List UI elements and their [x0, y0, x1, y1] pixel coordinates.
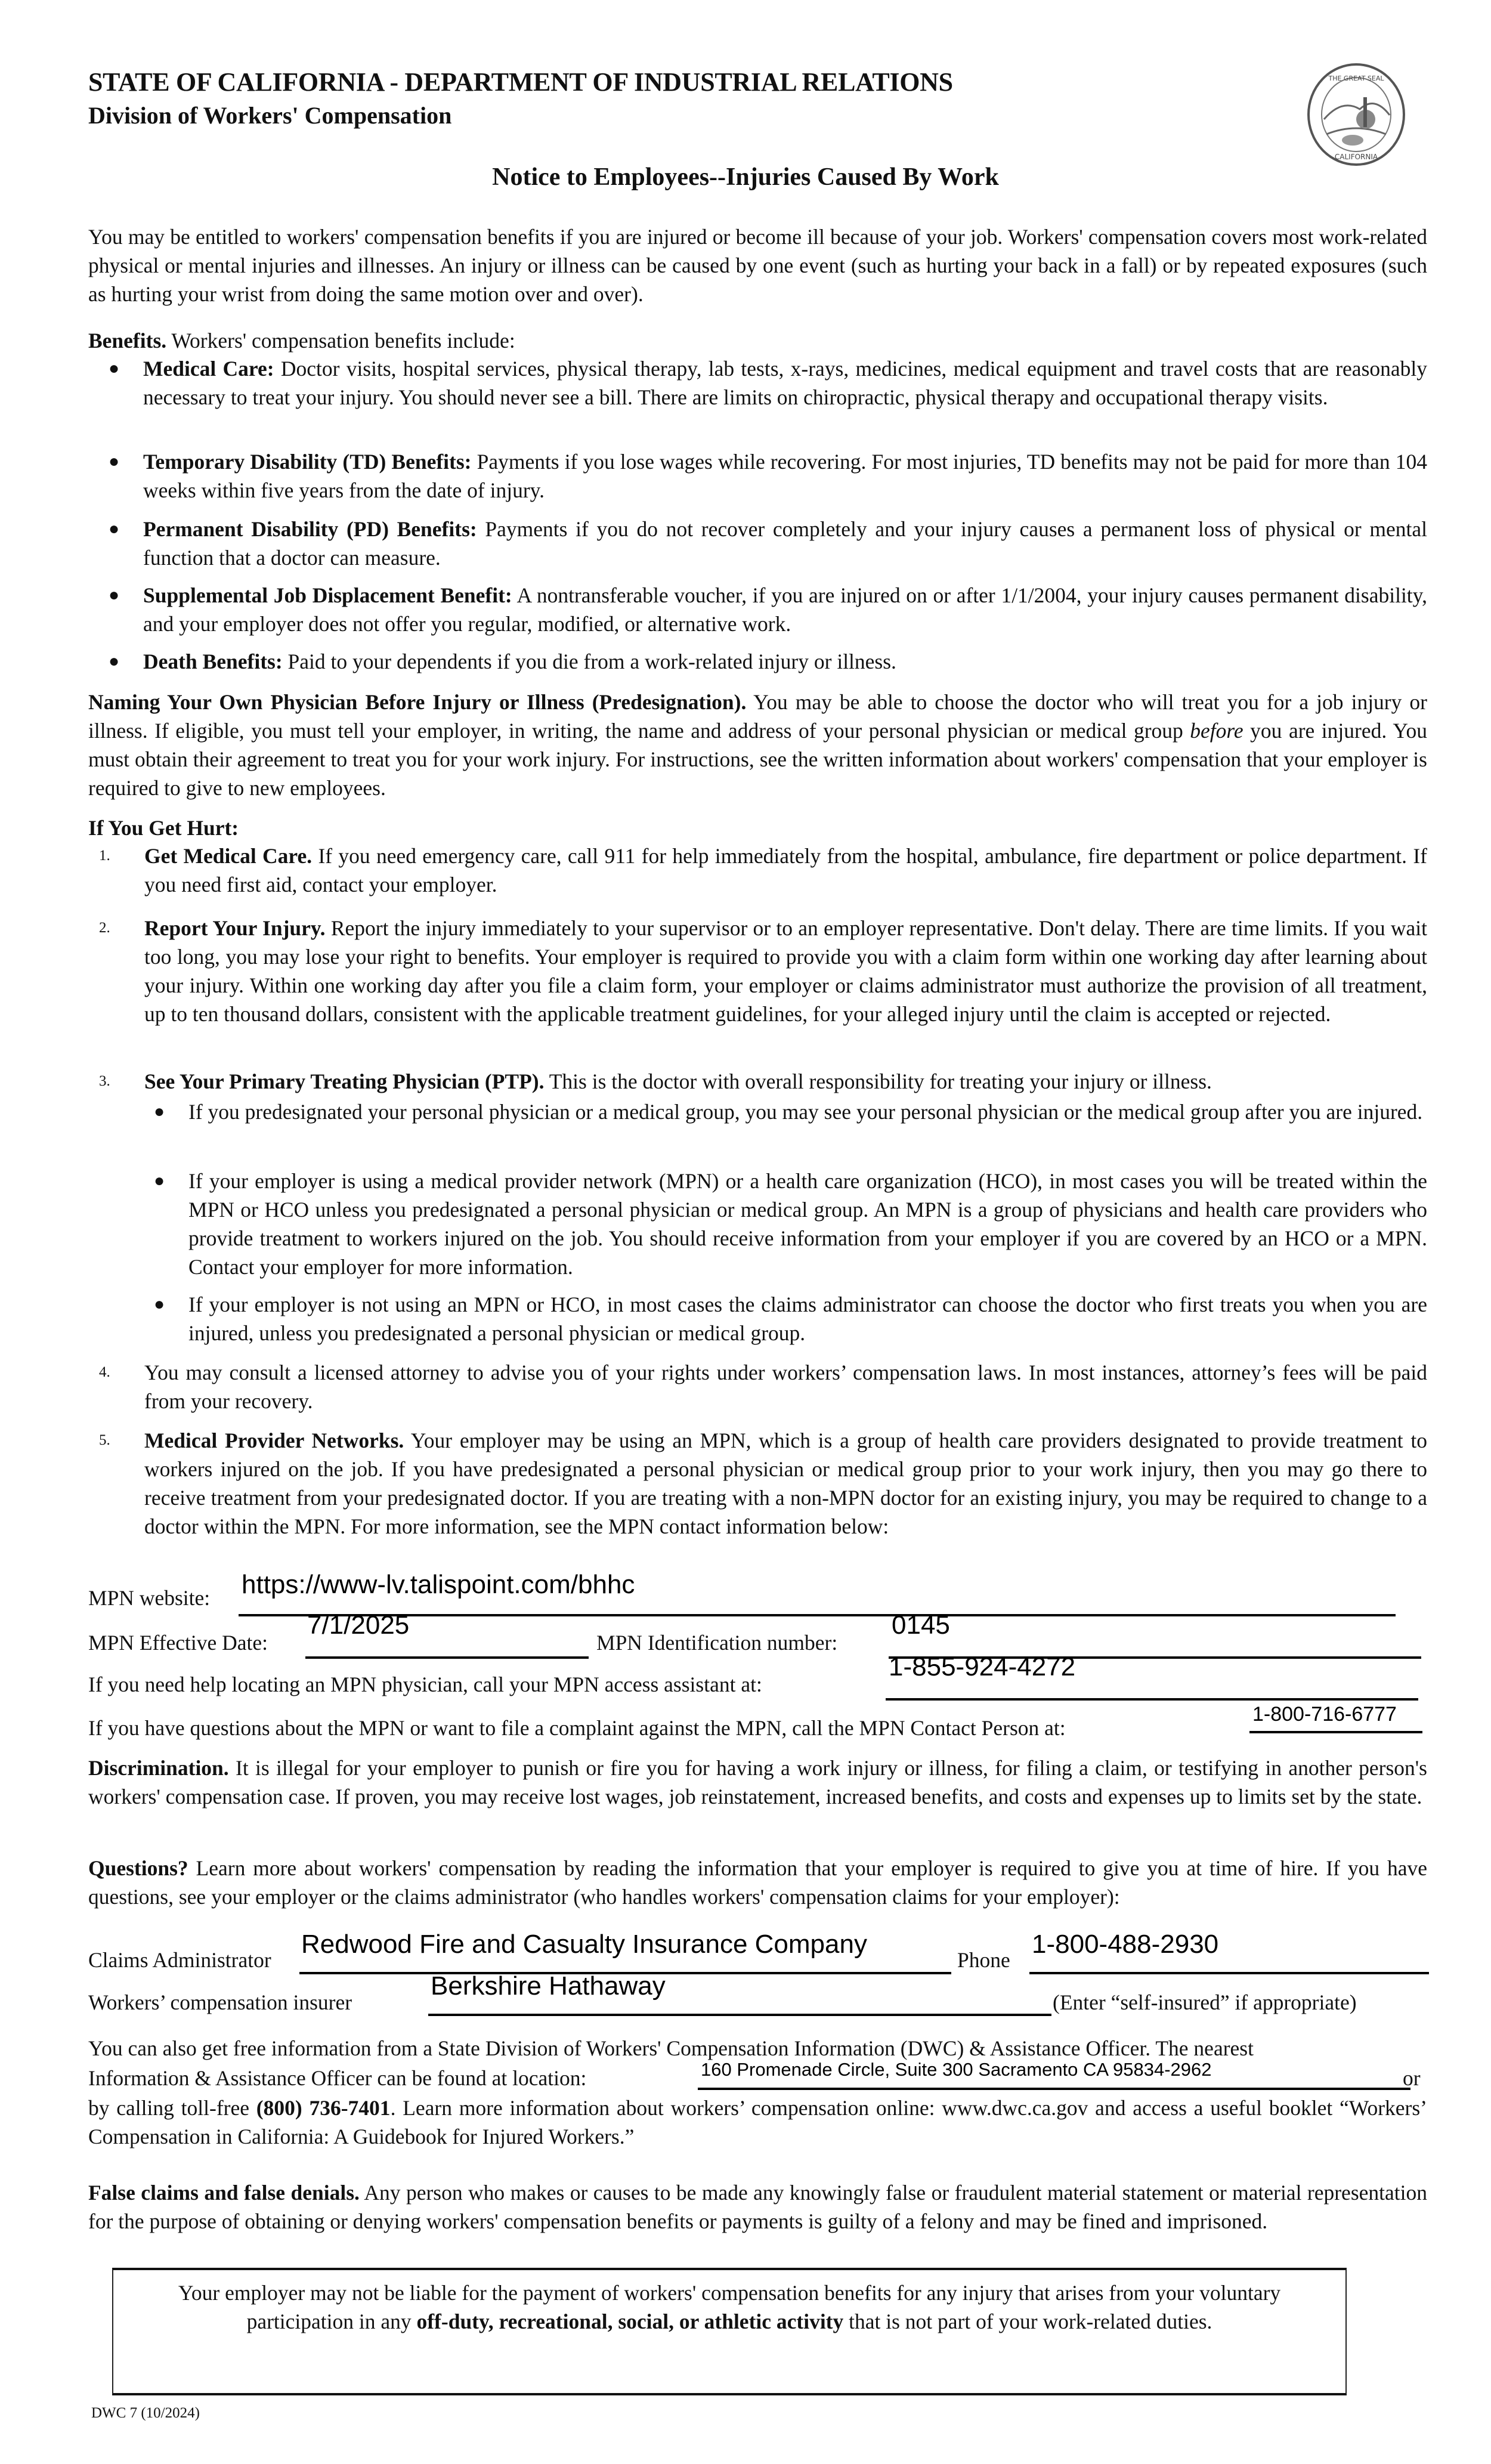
benefit-text: Doctor visits, hospital services, physical therapy, lab tests, x-rays, medicines, medical equipment and travel costs that are reasonably necessary to treat your injury. You should never see a bill. There are limits on chiropractic, physical therapy and occupational therapy visits. [143, 357, 1428, 409]
bullet-icon: ● [154, 1294, 165, 1314]
step-term: Medical Provider Networks. [144, 1429, 404, 1452]
notice-box-text [113, 2270, 1345, 2336]
california-state-seal-icon [1306, 63, 1406, 167]
mpn-access-assistant-label: If you need help locating an MPN physician, call your MPN access assistant at: [88, 1672, 762, 1696]
mpn-effective-date-field[interactable]: 7/1/2025 [307, 1610, 410, 1640]
benefit-item-supplemental-job-displacement [88, 581, 1427, 638]
mpn-website-underline [239, 1614, 1396, 1616]
intro-paragraph: You may be entitled to workers' compensation benefits if you are injured or become ill because of your job. Workers' compensation covers most work-related physical or mental injuries and illnesses. An injury or illness can be caused by one event (such as hurting your back in a fall) or by repeated exposures (such as hurting your wrist from doing the same motion over and over). [88, 225, 1427, 306]
mpn-access-assistant-field[interactable]: 1-855-924-4272 [889, 1652, 1076, 1681]
predesignation-emphasis: before [1190, 719, 1243, 743]
benefits-lead: Workers' compensation benefits include: [166, 329, 515, 353]
mpn-website-field[interactable]: https://www-lv.talispoint.com/bhhc [242, 1570, 635, 1599]
benefit-item-medical-care [88, 354, 1427, 412]
step-term: See Your Primary Treating Physician (PTP). [144, 1069, 545, 1093]
bullet-icon: ● [154, 1171, 165, 1191]
page-title: Notice to Employees--Injuries Caused By Work [492, 163, 999, 191]
step-text: Report the injury immediately to your supervisor or to an employer representative. Don't delay. There are time limits. If you wait too long, you may lose your right to benefits. Your employer is required to provide you with a claim form within one working day after learning about your injury. Within one working day after you file a claim form, your employer or claims administrator must authorize the provision of all treatment, up to ten thousand dollars, consistent with the applicable treatment guidelines, for your alleged injury until the claim is accepted or rejected. [144, 916, 1427, 1026]
bullet-icon: ● [154, 1102, 165, 1121]
mpn-website-label: MPN website: [88, 1586, 211, 1610]
step-text: If you need emergency care, call 911 for help immediately from the hospital, ambulance, fire department or police department. If you need first aid, contact your employer. [144, 844, 1427, 896]
benefit-text: Payments if you do not recover completely and your injury causes a permanent loss of physical or mental function that a doctor can measure. [143, 517, 1427, 570]
benefit-item-temporary-disability [88, 447, 1427, 505]
mpn-contact-person-underline [1249, 1731, 1422, 1733]
ptp-subitem-no-mpn [88, 1290, 1427, 1347]
mpn-id-field[interactable]: 0145 [892, 1610, 950, 1640]
benefit-term: Medical Care: [143, 357, 274, 381]
dwc-location-label: Information & Assistance Officer can be found at location: [88, 2066, 587, 2090]
dwc-info-tollfree-paragraph [88, 2094, 1427, 2151]
bullet-icon: ● [109, 585, 120, 605]
if-hurt-heading [88, 814, 239, 842]
dwc-location-field[interactable]: 160 Promenade Circle, Suite 300 Sacramento CA 95834-2962 [701, 2059, 1212, 2080]
false-claims-text: Any person who makes or causes to be made any knowingly false or fraudulent material statement or material representation for the purpose of obtaining or denying workers' compensation benefits or payments is guilty of a felony and may be fined and imprisoned. [88, 2181, 1427, 2233]
benefits-heading: Benefits. [88, 329, 167, 353]
claims-phone-underline [1029, 1972, 1429, 1974]
predesignation-text: You may be able to choose the doctor who will treat you for a job injury or illness. If eligible, you must tell your employer, in writing, the name and address of your personal physician or medical group [88, 690, 1427, 743]
bullet-icon: ● [109, 358, 120, 378]
claims-phone-field[interactable]: 1-800-488-2930 [1032, 1930, 1219, 1959]
claims-administrator-field[interactable]: Redwood Fire and Casualty Insurance Company [301, 1930, 867, 1959]
benefit-item-permanent-disability [88, 515, 1427, 572]
dwc-location-underline [698, 2088, 1410, 2090]
ptp-subitem-mpn-hco [88, 1167, 1427, 1281]
questions-heading: Questions? [88, 1856, 188, 1880]
insurer-field[interactable]: Berkshire Hathaway [431, 1971, 666, 2001]
predesignation-text: you are injured. You must obtain their agreement to treat you for your work injury. For instructions, see the written information about workers' compensation that your employer is required to give to new employees. [88, 719, 1428, 800]
step-term: Report Your Injury. [144, 916, 326, 940]
dwc-tollfree-number: (800) 736-7401 [256, 2096, 391, 2120]
bullet-icon: ● [109, 452, 120, 471]
mpn-effective-date-label: MPN Effective Date: [88, 1631, 268, 1655]
ptp-subitem-text: If your employer is not using an MPN or HCO, in most cases the claims administrator can choose the doctor who first treats you when you are injured, unless you predesignated a personal physician or medical group. [188, 1293, 1427, 1345]
questions-text: Learn more about workers' compensation by reading the information that your employer is required to give you at time of hire. If you have questions, see your employer or the claims administrator (who handles workers' compensation claims for your employer): [88, 1856, 1427, 1909]
step-report-injury [88, 914, 1427, 1028]
discrimination-paragraph [88, 1754, 1427, 1811]
mpn-access-assistant-underline [886, 1698, 1418, 1701]
predesignation-heading: Naming Your Own Physician Before Injury or Illness (Predesignation). [88, 690, 747, 714]
benefits-intro [88, 326, 1427, 355]
benefit-term: Temporary Disability (TD) Benefits: [143, 450, 472, 474]
bullet-icon: ● [109, 519, 120, 539]
dwc-info-line1: You can also get free information from a State Division of Workers' Compensation Information (DWC) & Assistance Officer. The nearest [88, 2036, 1254, 2060]
mpn-contact-person-field[interactable]: 1-800-716-6777 [1252, 1703, 1397, 1726]
step-medical-provider-networks [88, 1426, 1427, 1541]
dwc-info-text: by calling toll-free [88, 2096, 256, 2120]
benefit-term: Supplemental Job Displacement Benefit: [143, 583, 512, 607]
benefit-term: Death Benefits: [143, 650, 283, 673]
notice-text: Your employer may not be liable for the payment of workers' compensation benefits for any injury that arises from your voluntary participation in any [178, 2281, 1281, 2333]
svg-text:CALIFORNIA: CALIFORNIA [1334, 153, 1378, 161]
step-number: 4. [99, 1364, 110, 1380]
predesignation-paragraph [88, 688, 1427, 802]
step-number: 2. [99, 920, 110, 936]
notice-bold-text: off-duty, recreational, social, or athletic activity [416, 2310, 844, 2333]
svg-text:THE GREAT SEAL: THE GREAT SEAL [1328, 75, 1384, 82]
mpn-contact-person-label: If you have questions about the MPN or want to file a complaint against the MPN, call the MPN Contact Person at: [88, 1716, 1066, 1740]
claims-administrator-label: Claims Administrator [88, 1948, 271, 1972]
insurer-underline [428, 2014, 1051, 2016]
notice-text: that is not part of your work-related duties. [843, 2310, 1212, 2333]
if-hurt-heading-text: If You Get Hurt: [88, 816, 239, 840]
step-number: 3. [99, 1073, 110, 1089]
step-number: 1. [99, 848, 110, 864]
false-claims-paragraph [88, 2178, 1427, 2236]
step-primary-treating-physician [88, 1067, 1427, 1096]
phone-label: Phone [957, 1948, 1010, 1972]
discrimination-text: It is illegal for your employer to punish or fire you for having a work injury or illness, for filing a claim, or testifying in another person's workers' compensation case. If proven, you may receive lost wages, job reinstatement, increased benefits, and costs and expenses up to limits set by the state. [88, 1756, 1427, 1808]
step-number: 5. [99, 1432, 110, 1448]
step-term: Get Medical Care. [144, 844, 313, 868]
agency-heading: STATE OF CALIFORNIA - DEPARTMENT OF INDUSTRIAL RELATIONS [88, 67, 953, 97]
bullet-icon: ● [109, 651, 120, 671]
step-text: Your employer may be using an MPN, which is a group of health care providers designated to provide treatment to workers injured on the job. If you have predesignated a personal physician or medical group prior to your work injury, then you may go there to receive treatment from your predesignated doctor. If you are treating with a non-MPN doctor for an existing injury, you may be required to change to a doctor within the MPN. For more information, see the MPN contact information below: [144, 1429, 1428, 1538]
insurer-hint: (Enter “self-insured” if appropriate) [1053, 1990, 1357, 2014]
ptp-subitem-text: If your employer is using a medical provider network (MPN) or a health care organization (HCO), in most cases you will be treated within the MPN or HCO unless you predesignated a personal physician or medical group. An MPN is a group of physicians and health care providers who provide treatment to workers injured on the job. You should receive information from your employer if you are covered by an HCO or a MPN. Contact your employer for more information. [188, 1169, 1427, 1279]
benefit-item-death-benefits [88, 647, 1427, 676]
step-attorney [88, 1358, 1427, 1415]
voluntary-activity-notice-box [112, 2268, 1347, 2395]
step-text: This is the doctor with overall responsibility for treating your injury or illness. [544, 1069, 1212, 1093]
form-id-footer: DWC 7 (10/2024) [91, 2405, 200, 2421]
benefit-text: Payments if you lose wages while recovering. For most injuries, TD benefits may not be paid for more than 104 weeks within five years from the date of injury. [143, 450, 1427, 502]
ptp-subitem-predesignated [88, 1097, 1427, 1126]
questions-paragraph [88, 1854, 1427, 1911]
insurer-label: Workers’ compensation insurer [88, 1990, 352, 2014]
benefit-term: Permanent Disability (PD) Benefits: [143, 517, 477, 541]
mpn-id-label: MPN Identification number: [596, 1631, 838, 1655]
ptp-subitem-text: If you predesignated your personal physician or a medical group, you may see your personal physician or the medical group after you are injured. [188, 1100, 1423, 1124]
step-text: You may consult a licensed attorney to advise you of your rights under workers’ compensation laws. In most instances, attorney’s fees will be paid from your recovery. [144, 1361, 1427, 1413]
mpn-effective-date-underline [305, 1656, 589, 1659]
dwc-info-text: . Learn more information about workers’ compensation online: www.dwc.ca.gov and access a useful booklet “Workers’ Compensation in California: A Guidebook for Injured Workers.” [88, 2096, 1428, 2148]
benefit-text: Paid to your dependents if you die from a work-related injury or illness. [282, 650, 896, 673]
step-get-medical-care [88, 842, 1427, 899]
false-claims-heading: False claims and false denials. [88, 2181, 360, 2205]
division-heading: Division of Workers' Compensation [88, 102, 452, 129]
dwc-location-suffix: or [1403, 2066, 1421, 2090]
benefit-text: A nontransferable voucher, if you are injured on or after 1/1/2004, your injury causes permanent disability, and your employer does not offer you regular, modified, or alternative work. [143, 583, 1427, 636]
discrimination-heading: Discrimination. [88, 1756, 229, 1780]
